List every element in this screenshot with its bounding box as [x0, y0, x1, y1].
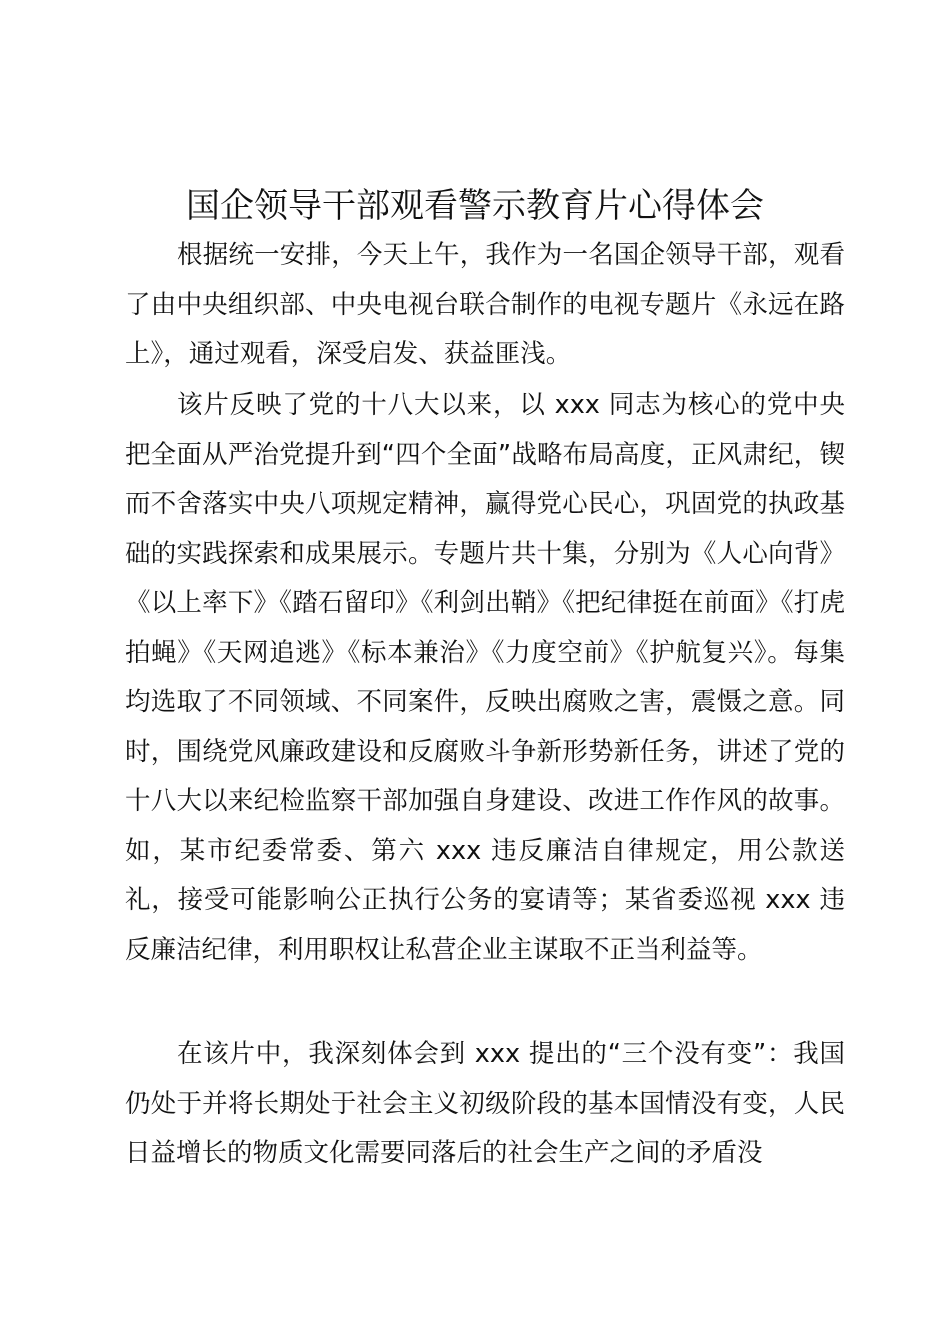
- paragraph-intro: 根据统一安排，今天上午，我作为一名国企领导干部，观看了由中央组织部、中央电视台联合制作的电视专题片《永远在路上》，通过观看，深受启发、获益匪浅。: [125, 240, 845, 369]
- paragraph-film-summary: 该片反映了党的十八大以来，以 xxx 同志为核心的党中央把全面从严治党提升到“四个全面”战略布局高度，正风肃纪，锲而不舍落实中央八项规定精神，赢得党心民心，巩固党的执政基础的实践探索和成果展示。专题片共十集，分别为《人心向背》《以上率下》《踏石留印》《利剑出鞘》《把纪律挺在前面》《打虎拍蝇》《天网追逃》《标本兼治》《力度空前》《护航复兴》。每集均选取了不同领域、不同案件，反映出腐败之害，震慑之意。同时，围绕党风廉政建设和反腐败斗争新形势新任务，讲述了党的十八大以来纪检监察干部加强自身建设、改进工作作风的故事。如，某市纪委常委、第六 xxx 违反廉洁自律规定，用公款送礼，接受可能影响公正执行公务的宴请等；某省委巡视 xxx 违反廉洁纪律，利用职权让私营企业主谋取不正当利益等。: [125, 390, 845, 965]
- document-title: 国企领导干部观看警示教育片心得体会: [186, 186, 764, 226]
- paragraph-reflection: 在该片中，我深刻体会到 xxx 提出的“三个没有变”：我国仍处于并将长期处于社会主义初级阶段的基本国情没有变，人民日益增长的物质文化需要同落后的社会生产之间的矛盾没: [125, 1039, 845, 1168]
